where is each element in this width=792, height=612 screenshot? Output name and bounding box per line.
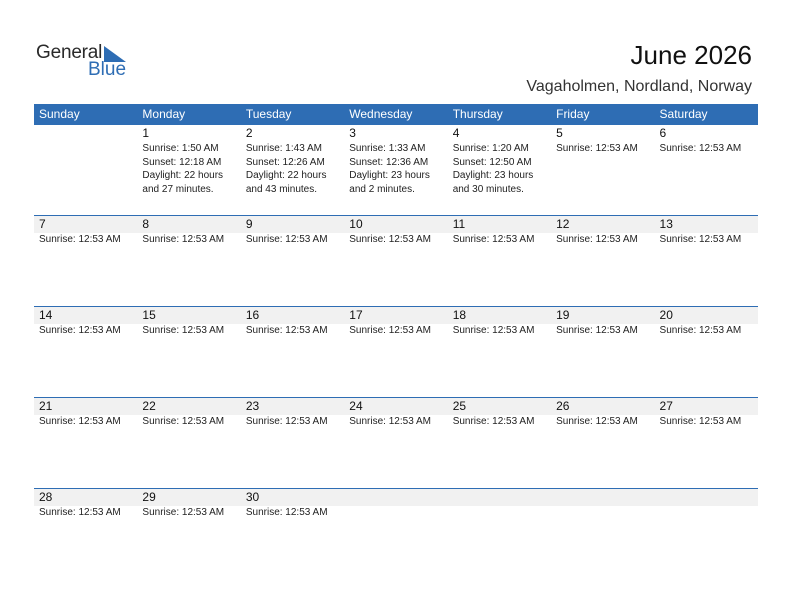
day-number <box>39 125 137 142</box>
day-number: 24 <box>349 399 363 413</box>
day-sun-info: Sunrise: 12:53 AM <box>142 416 225 427</box>
day-cell <box>34 398 137 486</box>
week-cells <box>34 125 758 213</box>
week-row <box>34 125 758 215</box>
day-number: 4 <box>452 126 460 140</box>
day-cell <box>241 489 344 577</box>
logo-general-text: General <box>36 42 103 63</box>
day-sun-info: Sunrise: 12:53 AM <box>349 325 431 336</box>
day-sun-info: Sunrise: 12:53 AM <box>142 325 225 336</box>
day-number: 19 <box>556 308 570 322</box>
day-cell <box>655 216 758 304</box>
weeks-container <box>34 125 758 579</box>
day-number: 7 <box>39 217 46 231</box>
day-cell <box>137 125 240 213</box>
day-number: 1 <box>142 126 150 140</box>
day-number: 28 <box>39 490 53 504</box>
day-sun-info: Sunrise: 12:53 AM <box>556 325 638 336</box>
week-cells <box>34 307 758 395</box>
day-cell <box>241 307 344 395</box>
day-sun-info: Sunrise: 12:53 AM <box>245 234 328 245</box>
day-number: 11 <box>452 217 466 231</box>
day-cell <box>137 398 240 486</box>
day-cell <box>655 307 758 395</box>
weekday-friday: Friday <box>556 107 590 121</box>
day-number: 10 <box>349 217 363 231</box>
page-title: June 2026 <box>630 40 752 70</box>
day-cell <box>137 307 240 395</box>
day-sun-info: Sunrise: 12:53 AM <box>452 234 535 245</box>
day-number: 23 <box>245 399 260 413</box>
week-row <box>34 488 758 579</box>
day-number: 12 <box>556 217 570 231</box>
day-number <box>349 489 447 506</box>
day-sun-info: Sunrise: 12:53 AM <box>142 234 225 245</box>
location-subtitle: Vagaholmen, Nordland, Norway <box>526 78 752 95</box>
day-cell <box>241 398 344 486</box>
day-number: 17 <box>349 308 363 322</box>
day-cell <box>241 125 344 213</box>
day-sun-info: Sunrise: 12:53 AM <box>39 416 121 427</box>
day-number: 18 <box>452 308 467 322</box>
day-cell <box>34 307 137 395</box>
day-cell <box>344 489 447 577</box>
day-sun-info: Sunrise: 12:53 AM <box>245 325 328 336</box>
day-cell <box>344 216 447 304</box>
day-number: 25 <box>452 399 467 413</box>
day-cell <box>137 216 240 304</box>
day-sun-info: Sunrise: 12:53 AM <box>556 416 638 427</box>
day-cell <box>551 398 654 486</box>
week-cells <box>34 489 758 577</box>
day-sun-info: Sunrise: 12:53 AM <box>452 416 535 427</box>
day-cell <box>241 216 344 304</box>
day-sun-info: Sunrise: 12:53 AM <box>659 416 742 427</box>
day-cell <box>655 398 758 486</box>
day-sun-info: Sunrise: 12:53 AM <box>39 325 121 336</box>
logo <box>36 42 136 82</box>
day-sun-info: Sunrise: 1:20 AM Sunset: 12:50 AM Daylight: 23 hours and 30 minutes. <box>452 143 534 195</box>
day-number: 30 <box>245 490 260 504</box>
day-cell <box>551 489 654 577</box>
day-cell <box>655 489 758 577</box>
day-number: 27 <box>659 399 673 413</box>
week-row <box>34 306 758 397</box>
weekday-saturday: Saturday <box>659 107 708 121</box>
day-sun-info: Sunrise: 12:53 AM <box>659 325 742 336</box>
day-number: 6 <box>659 126 667 140</box>
day-number: 3 <box>349 126 356 140</box>
day-cell <box>448 398 551 486</box>
day-number: 26 <box>556 399 570 413</box>
day-cell <box>448 489 551 577</box>
day-number: 14 <box>39 308 53 322</box>
day-number: 16 <box>245 308 260 322</box>
logo-blue-text: Blue <box>88 59 127 80</box>
day-number <box>556 489 654 506</box>
day-number: 29 <box>142 490 156 504</box>
day-sun-info: Sunrise: 12:53 AM <box>452 325 535 336</box>
weekday-thursday: Thursday <box>452 107 503 121</box>
day-sun-info: Sunrise: 12:53 AM <box>142 507 225 518</box>
day-number: 2 <box>245 126 253 140</box>
day-sun-info: Sunrise: 12:53 AM <box>245 507 328 518</box>
week-cells <box>34 398 758 486</box>
day-cell <box>34 489 137 577</box>
day-sun-info: Sunrise: 12:53 AM <box>556 143 638 154</box>
day-number: 21 <box>39 399 53 413</box>
day-cell <box>551 125 654 213</box>
day-cell <box>34 216 137 304</box>
day-number <box>660 489 758 506</box>
day-number: 9 <box>245 217 253 231</box>
weekday-wednesday: Wednesday <box>349 107 413 121</box>
day-sun-info: Sunrise: 12:53 AM <box>349 234 431 245</box>
day-sun-info: Sunrise: 1:50 AM Sunset: 12:18 AM Daylight: 22 hours and 27 minutes. <box>142 143 224 195</box>
day-sun-info: Sunrise: 12:53 AM <box>349 416 431 427</box>
day-cell <box>448 307 551 395</box>
day-cell <box>448 216 551 304</box>
day-sun-info: Sunrise: 1:43 AM Sunset: 12:26 AM Daylight: 22 hours and 43 minutes. <box>245 143 327 195</box>
day-number: 15 <box>142 308 156 322</box>
day-cell <box>551 307 654 395</box>
day-sun-info: Sunrise: 12:53 AM <box>39 234 121 245</box>
day-cell <box>137 489 240 577</box>
day-cell <box>655 125 758 213</box>
day-sun-info: Sunrise: 12:53 AM <box>39 507 121 518</box>
day-cell <box>344 307 447 395</box>
day-sun-info: Sunrise: 1:33 AM Sunset: 12:36 AM Daylight: 23 hours and 2 minutes. <box>349 143 430 195</box>
day-number: 20 <box>659 308 673 322</box>
day-number: 22 <box>142 399 156 413</box>
day-sun-info: Sunrise: 12:53 AM <box>659 234 742 245</box>
weekday-sunday: Sunday <box>39 107 80 121</box>
day-cell <box>551 216 654 304</box>
day-cell <box>34 125 137 213</box>
day-cell <box>344 398 447 486</box>
weekday-header <box>34 104 758 125</box>
day-number: 5 <box>556 126 563 140</box>
day-number <box>453 489 551 506</box>
calendar-grid <box>34 104 758 579</box>
weekday-tuesday: Tuesday <box>245 107 292 121</box>
weekday-monday: Monday <box>142 107 186 121</box>
week-row <box>34 215 758 306</box>
day-number: 8 <box>142 217 150 231</box>
week-cells <box>34 216 758 304</box>
day-sun-info: Sunrise: 12:53 AM <box>556 234 638 245</box>
week-row <box>34 397 758 488</box>
day-sun-info: Sunrise: 12:53 AM <box>245 416 328 427</box>
day-cell <box>344 125 447 213</box>
day-number: 13 <box>659 217 673 231</box>
day-cell <box>448 125 551 213</box>
day-sun-info: Sunrise: 12:53 AM <box>659 143 742 154</box>
